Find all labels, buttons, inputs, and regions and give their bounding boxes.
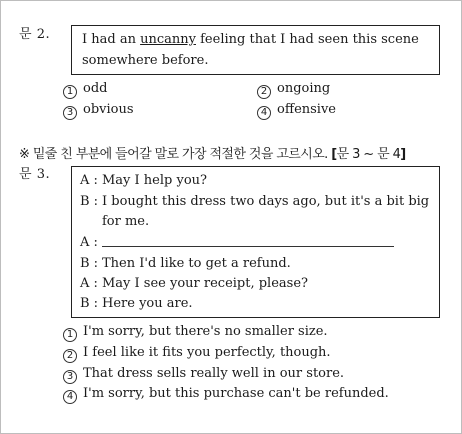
speaker-label: B : bbox=[80, 296, 99, 311]
q3-option-4[interactable] bbox=[63, 386, 389, 404]
option-number-4: 4 bbox=[63, 390, 77, 404]
speaker-label: A : bbox=[80, 276, 98, 291]
question-3-label: 문 3. bbox=[19, 167, 51, 182]
speaker-label: B : bbox=[80, 256, 99, 271]
instruction-range: 문 3 ~ 문 4 bbox=[336, 147, 401, 162]
dialogue-line-1 bbox=[80, 173, 207, 188]
q3-option-3-text: That dress sells really well in our store. bbox=[83, 366, 345, 381]
q2-option-4-text: offensive bbox=[277, 102, 336, 117]
question-2-sentence-line-1 bbox=[82, 32, 419, 47]
option-number-2: 2 bbox=[63, 349, 77, 363]
dialogue-text: Here you are. bbox=[102, 296, 193, 311]
dialogue-line-5 bbox=[80, 256, 291, 271]
q3-option-2-text: I feel like it fits you perfectly, though. bbox=[83, 345, 331, 360]
q2-option-1[interactable] bbox=[63, 81, 107, 99]
q3-option-1[interactable] bbox=[63, 324, 328, 342]
q2-option-2[interactable] bbox=[257, 81, 330, 99]
q2-option-1-text: odd bbox=[83, 81, 108, 96]
question-2-sentence-line-2: somewhere before. bbox=[82, 53, 209, 68]
instruction-bracket-open: [ bbox=[331, 147, 337, 162]
question-2-label: 문 2. bbox=[19, 27, 51, 42]
q3-option-4-text: I'm sorry, but this purchase can't be refunded. bbox=[83, 386, 389, 401]
instruction-bracket-close: ] bbox=[400, 147, 406, 162]
q2-option-2-text: ongoing bbox=[277, 81, 331, 96]
option-number-3: 3 bbox=[63, 370, 77, 384]
q3-option-2[interactable] bbox=[63, 345, 331, 363]
dialogue-line-4 bbox=[80, 235, 394, 250]
question-2-box bbox=[71, 25, 440, 75]
instruction-line bbox=[19, 143, 406, 162]
option-number-3: 3 bbox=[63, 106, 77, 120]
option-number-1: 1 bbox=[63, 328, 77, 342]
sentence-part-1: I had an bbox=[82, 32, 136, 47]
q2-option-3-text: obvious bbox=[83, 102, 134, 117]
q2-option-3[interactable] bbox=[63, 102, 134, 120]
option-number-4: 4 bbox=[257, 106, 271, 120]
dialogue-line-6 bbox=[80, 276, 308, 291]
answer-blank bbox=[102, 246, 394, 247]
dialogue-line-7 bbox=[80, 296, 193, 311]
dialogue-text: May I see your receipt, please? bbox=[102, 276, 308, 291]
speaker-label: A : bbox=[80, 173, 98, 188]
q3-option-1-text: I'm sorry, but there's no smaller size. bbox=[83, 324, 328, 339]
dialogue-text: Then I'd like to get a refund. bbox=[102, 256, 291, 271]
dialogue-text: for me. bbox=[102, 214, 150, 229]
speaker-label: A : bbox=[80, 235, 98, 250]
instruction-text: ※ 밑줄 친 부분에 들어갈 말로 가장 적절한 것을 고르시오. bbox=[19, 147, 328, 162]
option-number-2: 2 bbox=[257, 85, 271, 99]
dialogue-line-3 bbox=[80, 214, 149, 229]
speaker-label: B : bbox=[80, 194, 99, 209]
sentence-part-2: feeling that I had seen this scene bbox=[200, 32, 419, 47]
underlined-word: uncanny bbox=[140, 32, 196, 47]
dialogue-text: May I help you? bbox=[102, 173, 207, 188]
dialogue-line-2 bbox=[80, 194, 429, 209]
q3-option-3[interactable] bbox=[63, 366, 344, 384]
option-number-1: 1 bbox=[63, 85, 77, 99]
question-3-dialogue-box bbox=[71, 166, 440, 318]
dialogue-text: I bought this dress two days ago, but it's a bit big bbox=[102, 194, 430, 209]
q2-option-4[interactable] bbox=[257, 102, 336, 120]
